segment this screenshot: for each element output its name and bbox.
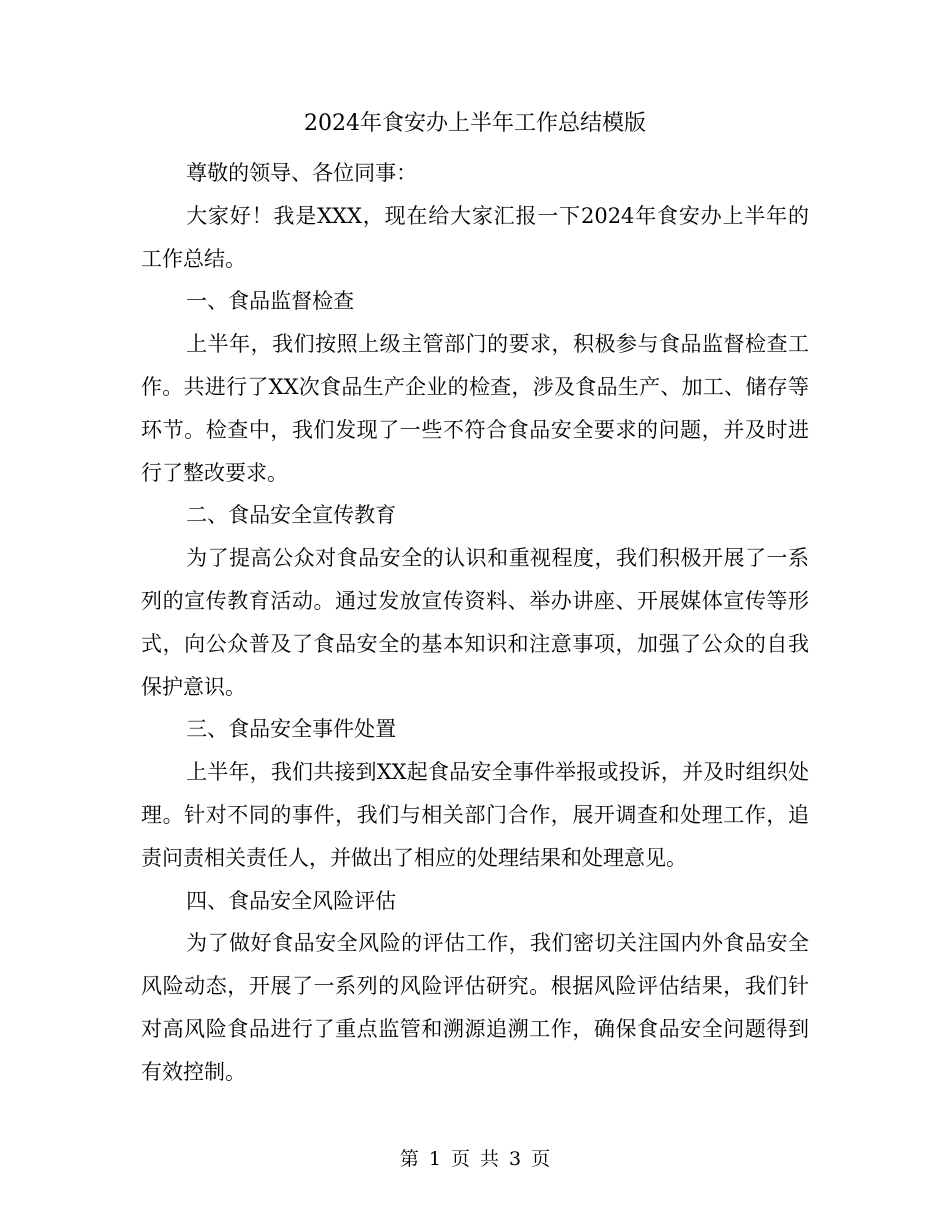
section-body-3: 上半年，我们共接到XX起食品安全事件举报或投诉，并及时组织处理。针对不同的事件，我们与相关部门合作，展开调查和处理工作，追责问责相关责任人，并做出了相应的处理结果和处理意见。 <box>141 760 809 870</box>
section-heading-2: 二、食品安全宣传教育 <box>186 503 397 528</box>
section-heading-3: 三、食品安全事件处置 <box>186 717 397 742</box>
intro-paragraph: 大家好！我是XXX，现在给大家汇报一下2024年食安办上半年的工作总结。 <box>141 203 809 271</box>
section-heading-1: 一、食品监督检查 <box>186 289 355 314</box>
greeting-paragraph: 尊敬的领导、各位同事： <box>186 161 418 185</box>
document-title: 2024年食安办上半年工作总结模版 <box>304 111 646 136</box>
page-footer: 第 1 页 共 3 页 <box>399 1148 551 1170</box>
section-body-1: 上半年，我们按照上级主管部门的要求，积极参与食品监督检查工作。共进行了XX次食品生产企业的检查，涉及食品生产、加工、储存等环节。检查中，我们发现了一些不符合食品安全要求的问题，并及时进行了整改要求。 <box>141 332 809 485</box>
section-body-2: 为了提高公众对食品安全的认识和重视程度，我们积极开展了一系列的宣传教育活动。通过发放宣传资料、举办讲座、开展媒体宣传等形式，向公众普及了食品安全的基本知识和注意事项，加强了公众的自我保护意识。 <box>141 546 809 699</box>
document-body <box>141 152 809 1094</box>
section-body-4: 为了做好食品安全风险的评估工作，我们密切关注国内外食品安全风险动态，开展了一系列的风险评估研究。根据风险评估结果，我们针对高风险食品进行了重点监管和溯源追溯工作，确保食品安全问题得到有效控制。 <box>141 931 809 1084</box>
section-heading-4: 四、食品安全风险评估 <box>186 888 397 913</box>
